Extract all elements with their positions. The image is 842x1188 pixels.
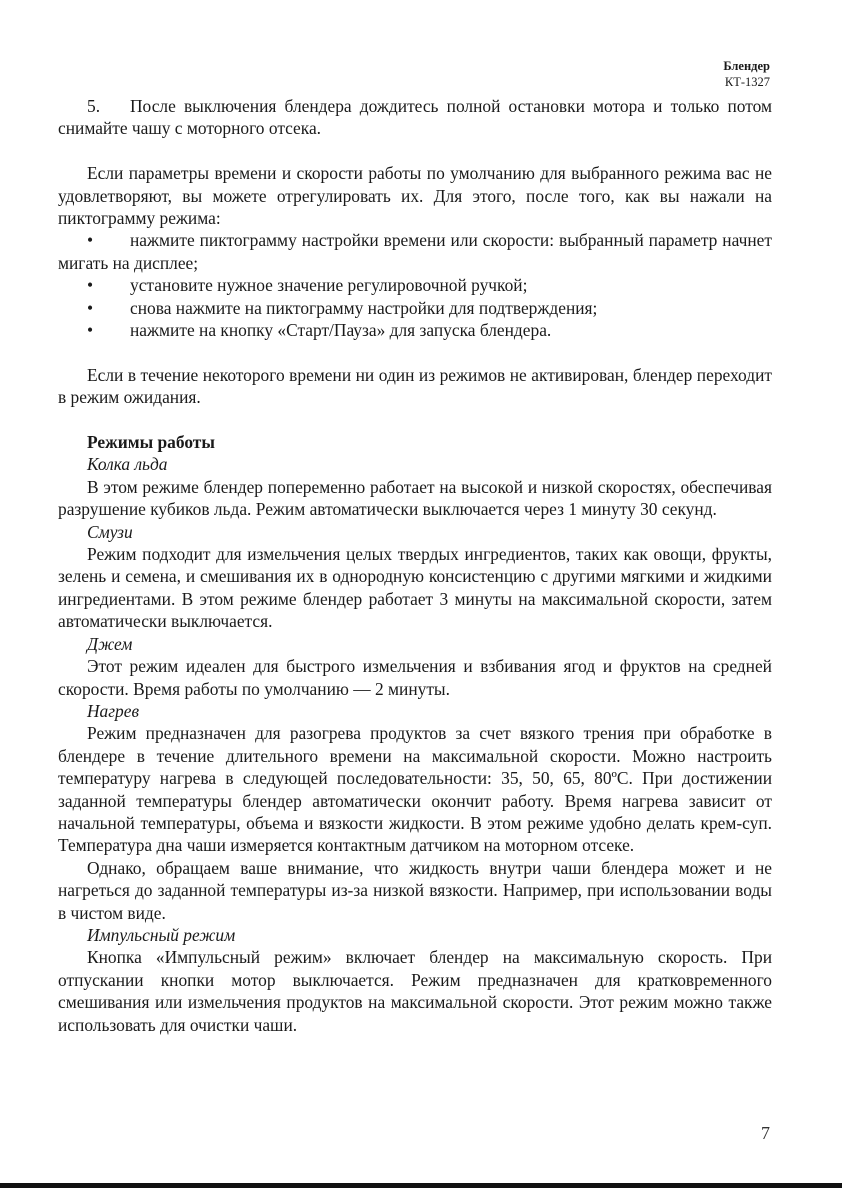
settings-bullet — [58, 297, 772, 319]
product-name: Блендер — [723, 59, 770, 73]
mode-title-jam: Джем — [87, 633, 133, 654]
settings-bullet — [58, 274, 772, 296]
page-header — [723, 58, 770, 90]
mode-description-ice: В этом режиме блендер попеременно работает на высокой и низкой скоростях, обеспечивая разрушение кубиков льда. Режим автоматически выключается через 1 минуту 30 секунд. — [58, 476, 772, 520]
bullet-icon: • — [87, 275, 94, 296]
bottom-divider — [0, 1183, 842, 1188]
mode-title-pulse: Импульсный режим — [87, 924, 236, 945]
settings-bullet — [58, 229, 772, 274]
document-body — [58, 95, 772, 1036]
bullet-icon: • — [87, 320, 94, 341]
mode-description-pulse: Кнопка «Импульсный режим» включает блендер на максимальную скорость. При отпускании кнопки мотор выключается. Режим предназначен для кратковременного смешивания или измельчения продуктов на максимальной скорости. Этот режим можно также использовать для очистки чаши. — [58, 947, 772, 1035]
section-heading-modes: Режимы работы — [87, 432, 215, 453]
mode-note-heating: Однако, обращаем ваше внимание, что жидкость внутри чаши блендера может и не нагреться до заданной температуры из-за низкой вязкости. Например, при использовании воды в чистом виде. — [58, 857, 772, 923]
mode-description-jam: Этот режим идеален для быстрого измельчения и взбивания ягод и фруктов на средней скорости. Время работы по умолчанию — 2 минуты. — [58, 656, 772, 699]
bullet-text: нажмите пиктограмму настройки времени или скорости: выбранный параметр начнет мигать на дисплее; — [58, 230, 772, 273]
step-text: После выключения блендера дождитесь полной остановки мотора и только потом снимайте чашу с моторного отсека. — [58, 96, 772, 139]
page-number: 7 — [761, 1123, 770, 1143]
standby-note: Если в течение некоторого времени ни один из режимов не активирован, блендер переходит в режим ожидания. — [58, 364, 772, 408]
settings-intro: Если параметры времени и скорости работы по умолчанию для выбранного режима вас не удовлетворяют, вы можете отрегулировать их. Для этого, после того, как вы нажали на пиктограмму режима: — [58, 163, 772, 229]
mode-title-heating: Нагрев — [87, 700, 140, 721]
bullet-icon: • — [87, 297, 94, 318]
model-number: КТ-1327 — [724, 75, 770, 89]
mode-title-smoothie: Смузи — [87, 521, 133, 542]
settings-bullet — [58, 319, 772, 341]
bullet-text: установите нужное значение регулировочной ручкой; — [130, 275, 528, 296]
step-5 — [58, 95, 772, 140]
mode-description-heating: Режим предназначен для разогрева продуктов за счет вязкого трения при обработке в блендере в течение длительного времени на максимальной скорости. Можно настроить температуру нагрева в следующей последовательности: 35, 50, 65, 80ºС. При достижении заданной температуры блендер автоматически окончит работу. Время нагрева зависит от начальной температуры, объема и вязкости жидкости. В этом режиме удобно делать крем-суп. Температура дна чаши измеряется контактным датчиком на моторном отсеке. — [58, 723, 772, 856]
bullet-icon: • — [87, 230, 94, 251]
mode-description-smoothie: Режим подходит для измельчения целых твердых ингредиентов, таких как овощи, фрукты, зелень и семена, и смешивания их в однородную консистенцию с другими мягкими и жидкими ингредиентами. В этом режиме блендер работает 3 минуты на максимальной скорости, затем автоматически выключается. — [58, 544, 772, 632]
step-number: 5. — [87, 96, 101, 116]
mode-title-ice: Колка льда — [87, 454, 168, 475]
bullet-text: снова нажмите на пиктограмму настройки для подтверждения; — [130, 297, 598, 318]
bullet-text: нажмите на кнопку «Старт/Пауза» для запуска блендера. — [130, 320, 552, 341]
